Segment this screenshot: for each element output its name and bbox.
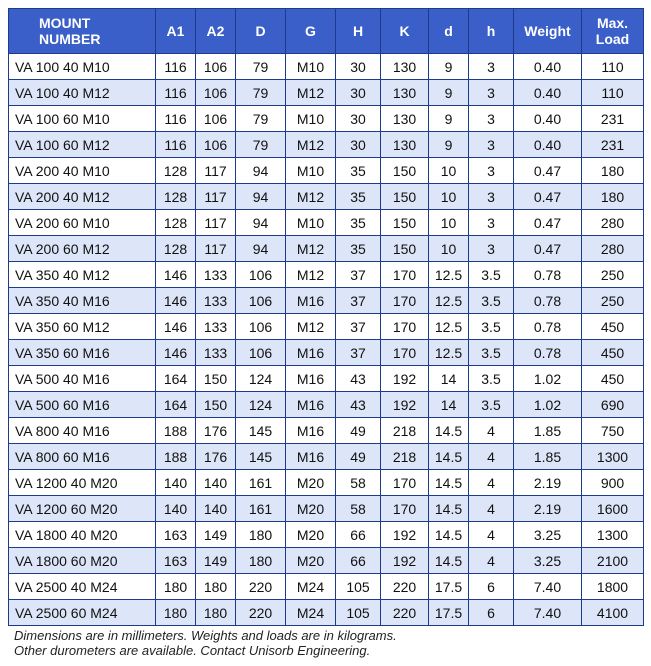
table-cell: 180 <box>156 600 196 626</box>
table-cell: M16 <box>286 392 336 418</box>
table-cell: 218 <box>381 444 429 470</box>
table-cell: 4 <box>469 470 514 496</box>
table-cell: 0.40 <box>514 106 582 132</box>
table-cell: 1.85 <box>514 444 582 470</box>
table-cell: M16 <box>286 340 336 366</box>
table-cell: 3.25 <box>514 548 582 574</box>
mount-number-cell: VA 100 40 M10 <box>9 54 156 80</box>
table-cell: 116 <box>156 106 196 132</box>
table-cell: 0.78 <box>514 288 582 314</box>
table-cell: M10 <box>286 54 336 80</box>
table-cell: 0.40 <box>514 132 582 158</box>
table-cell: M20 <box>286 496 336 522</box>
column-header-2: A2 <box>196 9 236 54</box>
table-cell: 3.5 <box>469 314 514 340</box>
table-cell: 0.78 <box>514 314 582 340</box>
table-cell: 14.5 <box>429 522 469 548</box>
table-cell: 3.5 <box>469 288 514 314</box>
table-row <box>9 106 644 132</box>
table-cell: M12 <box>286 132 336 158</box>
table-cell: 130 <box>381 106 429 132</box>
table-cell: 180 <box>236 522 286 548</box>
table-cell: 4 <box>469 548 514 574</box>
table-cell: 250 <box>582 262 644 288</box>
table-cell: 192 <box>381 392 429 418</box>
table-cell: 12.5 <box>429 314 469 340</box>
table-cell: M16 <box>286 366 336 392</box>
table-cell: 3.5 <box>469 366 514 392</box>
table-cell: 17.5 <box>429 574 469 600</box>
table-cell: 3 <box>469 132 514 158</box>
table-cell: 94 <box>236 184 286 210</box>
table-cell: 9 <box>429 106 469 132</box>
table-row <box>9 600 644 626</box>
table-row <box>9 444 644 470</box>
table-cell: 105 <box>336 600 381 626</box>
table-cell: M20 <box>286 548 336 574</box>
table-row <box>9 548 644 574</box>
table-cell: M20 <box>286 522 336 548</box>
table-cell: 161 <box>236 470 286 496</box>
mount-number-cell: VA 2500 40 M24 <box>9 574 156 600</box>
table-cell: M10 <box>286 158 336 184</box>
column-header-3: D <box>236 9 286 54</box>
table-cell: 2100 <box>582 548 644 574</box>
table-cell: 79 <box>236 106 286 132</box>
table-cell: 124 <box>236 366 286 392</box>
column-header-7: d <box>429 9 469 54</box>
column-header-8: h <box>469 9 514 54</box>
table-cell: 79 <box>236 132 286 158</box>
table-cell: 3.5 <box>469 392 514 418</box>
table-cell: 3 <box>469 80 514 106</box>
table-cell: 140 <box>156 496 196 522</box>
table-cell: 14.5 <box>429 470 469 496</box>
table-row <box>9 262 644 288</box>
table-cell: 163 <box>156 522 196 548</box>
table-cell: 450 <box>582 314 644 340</box>
table-cell: 106 <box>196 106 236 132</box>
table-cell: 140 <box>156 470 196 496</box>
table-cell: 4100 <box>582 600 644 626</box>
table-cell: 12.5 <box>429 340 469 366</box>
table-cell: 4 <box>469 444 514 470</box>
table-cell: 133 <box>196 262 236 288</box>
table-cell: 146 <box>156 340 196 366</box>
table-cell: 176 <box>196 418 236 444</box>
table-cell: 149 <box>196 522 236 548</box>
table-cell: 105 <box>336 574 381 600</box>
table-cell: 188 <box>156 418 196 444</box>
table-cell: 35 <box>336 210 381 236</box>
table-cell: 30 <box>336 106 381 132</box>
table-cell: 150 <box>196 366 236 392</box>
table-cell: 3 <box>469 158 514 184</box>
table-cell: 130 <box>381 132 429 158</box>
table-cell: M12 <box>286 314 336 340</box>
table-cell: 180 <box>196 574 236 600</box>
footnote <box>14 628 397 658</box>
table-cell: M10 <box>286 106 336 132</box>
table-cell: 0.47 <box>514 184 582 210</box>
table-cell: 145 <box>236 418 286 444</box>
table-cell: M10 <box>286 210 336 236</box>
column-header-6: K <box>381 9 429 54</box>
table-cell: 450 <box>582 366 644 392</box>
table-cell: 220 <box>236 574 286 600</box>
table-cell: 106 <box>236 340 286 366</box>
mount-number-cell: VA 100 60 M12 <box>9 132 156 158</box>
table-cell: 14.5 <box>429 444 469 470</box>
mount-number-cell: VA 350 60 M16 <box>9 340 156 366</box>
mount-number-cell: VA 200 40 M10 <box>9 158 156 184</box>
table-cell: 6 <box>469 600 514 626</box>
table-cell: 106 <box>236 262 286 288</box>
table-cell: 12.5 <box>429 262 469 288</box>
table-cell: 133 <box>196 288 236 314</box>
table-cell: 690 <box>582 392 644 418</box>
table-cell: 3.25 <box>514 522 582 548</box>
table-cell: 3 <box>469 210 514 236</box>
mount-number-cell: VA 500 40 M16 <box>9 366 156 392</box>
table-cell: 7.40 <box>514 600 582 626</box>
table-cell: 1300 <box>582 522 644 548</box>
table-cell: 0.78 <box>514 340 582 366</box>
table-cell: 146 <box>156 262 196 288</box>
column-header-4: G <box>286 9 336 54</box>
table-cell: M12 <box>286 236 336 262</box>
table-cell: M12 <box>286 80 336 106</box>
mount-number-cell: VA 1800 40 M20 <box>9 522 156 548</box>
table-cell: 163 <box>156 548 196 574</box>
table-cell: 192 <box>381 522 429 548</box>
table-cell: M24 <box>286 600 336 626</box>
table-cell: 7.40 <box>514 574 582 600</box>
table-cell: 2.19 <box>514 496 582 522</box>
table-cell: 106 <box>236 314 286 340</box>
table-row <box>9 132 644 158</box>
table-cell: 4 <box>469 418 514 444</box>
table-cell: M24 <box>286 574 336 600</box>
table-cell: 220 <box>381 574 429 600</box>
table-cell: 128 <box>156 184 196 210</box>
mount-number-cell: VA 350 40 M12 <box>9 262 156 288</box>
table-cell: 94 <box>236 236 286 262</box>
table-cell: 116 <box>156 54 196 80</box>
table-cell: 176 <box>196 444 236 470</box>
table-row <box>9 418 644 444</box>
table-cell: 192 <box>381 548 429 574</box>
footnote-line-2: Other durometers are available. Contact Unisorb Engineering. <box>14 643 371 658</box>
mount-number-cell: VA 500 60 M16 <box>9 392 156 418</box>
table-cell: 133 <box>196 340 236 366</box>
mount-number-cell: VA 800 60 M16 <box>9 444 156 470</box>
table-cell: 750 <box>582 418 644 444</box>
table-row <box>9 210 644 236</box>
table-cell: 94 <box>236 158 286 184</box>
table-cell: 150 <box>381 158 429 184</box>
table-cell: 170 <box>381 314 429 340</box>
table-cell: 106 <box>196 54 236 80</box>
table-cell: 128 <box>156 210 196 236</box>
table-cell: 180 <box>582 184 644 210</box>
table-cell: 10 <box>429 236 469 262</box>
table-body <box>9 54 644 626</box>
table-row <box>9 470 644 496</box>
table-cell: 220 <box>236 600 286 626</box>
footnote-line-1: Dimensions are in millimeters. Weights and loads are in kilograms. <box>14 628 397 643</box>
table-cell: 133 <box>196 314 236 340</box>
table-cell: 37 <box>336 340 381 366</box>
column-header-5: H <box>336 9 381 54</box>
table-cell: 4 <box>469 522 514 548</box>
table-cell: 149 <box>196 548 236 574</box>
table-cell: 117 <box>196 210 236 236</box>
table-cell: 37 <box>336 262 381 288</box>
table-cell: M12 <box>286 262 336 288</box>
table-cell: 66 <box>336 522 381 548</box>
table-row <box>9 340 644 366</box>
table-cell: 117 <box>196 236 236 262</box>
table-cell: 110 <box>582 54 644 80</box>
table-cell: 150 <box>196 392 236 418</box>
mount-number-cell: VA 200 40 M12 <box>9 184 156 210</box>
spec-table-container <box>8 8 643 626</box>
mount-number-cell: VA 1200 60 M20 <box>9 496 156 522</box>
table-cell: 9 <box>429 54 469 80</box>
table-row <box>9 236 644 262</box>
table-cell: 79 <box>236 80 286 106</box>
table-cell: 170 <box>381 496 429 522</box>
table-cell: 6 <box>469 574 514 600</box>
table-cell: 37 <box>336 314 381 340</box>
table-cell: 170 <box>381 262 429 288</box>
mount-spec-table <box>8 8 644 626</box>
table-cell: 280 <box>582 236 644 262</box>
mount-number-cell: VA 350 60 M12 <box>9 314 156 340</box>
table-row <box>9 496 644 522</box>
table-cell: 14 <box>429 392 469 418</box>
table-cell: 106 <box>236 288 286 314</box>
column-header-10: Max. Load <box>582 9 644 54</box>
table-row <box>9 184 644 210</box>
table-row <box>9 366 644 392</box>
table-cell: 30 <box>336 132 381 158</box>
table-cell: 150 <box>381 184 429 210</box>
table-cell: 106 <box>196 80 236 106</box>
table-row <box>9 54 644 80</box>
table-cell: 180 <box>196 600 236 626</box>
table-cell: 3 <box>469 106 514 132</box>
table-cell: 17.5 <box>429 600 469 626</box>
table-cell: 3.5 <box>469 340 514 366</box>
table-cell: 170 <box>381 470 429 496</box>
table-cell: 140 <box>196 496 236 522</box>
table-cell: M16 <box>286 418 336 444</box>
table-cell: 280 <box>582 210 644 236</box>
table-cell: 1.02 <box>514 392 582 418</box>
table-cell: 128 <box>156 158 196 184</box>
table-cell: 0.47 <box>514 158 582 184</box>
table-cell: 10 <box>429 210 469 236</box>
table-cell: 1.85 <box>514 418 582 444</box>
table-cell: 12.5 <box>429 288 469 314</box>
table-cell: 0.40 <box>514 54 582 80</box>
table-cell: 192 <box>381 366 429 392</box>
table-cell: 66 <box>336 548 381 574</box>
table-cell: 1800 <box>582 574 644 600</box>
table-header-row <box>9 9 644 54</box>
table-cell: M12 <box>286 184 336 210</box>
table-cell: 30 <box>336 54 381 80</box>
table-cell: 150 <box>381 210 429 236</box>
table-cell: 900 <box>582 470 644 496</box>
table-cell: 124 <box>236 392 286 418</box>
mount-number-cell: VA 2500 60 M24 <box>9 600 156 626</box>
table-cell: M20 <box>286 470 336 496</box>
table-cell: 145 <box>236 444 286 470</box>
table-cell: 3.5 <box>469 262 514 288</box>
table-cell: 94 <box>236 210 286 236</box>
table-cell: 250 <box>582 288 644 314</box>
table-cell: 128 <box>156 236 196 262</box>
table-cell: 231 <box>582 132 644 158</box>
mount-number-cell: VA 200 60 M10 <box>9 210 156 236</box>
table-cell: 35 <box>336 158 381 184</box>
table-cell: 14.5 <box>429 496 469 522</box>
table-cell: 0.47 <box>514 210 582 236</box>
table-cell: 35 <box>336 236 381 262</box>
table-cell: 0.40 <box>514 80 582 106</box>
table-cell: 9 <box>429 80 469 106</box>
mount-number-cell: VA 800 40 M16 <box>9 418 156 444</box>
table-cell: 150 <box>381 236 429 262</box>
table-cell: 49 <box>336 444 381 470</box>
table-row <box>9 288 644 314</box>
table-cell: 161 <box>236 496 286 522</box>
table-row <box>9 314 644 340</box>
table-cell: 3 <box>469 236 514 262</box>
table-cell: 117 <box>196 184 236 210</box>
table-cell: 49 <box>336 418 381 444</box>
mount-number-cell: VA 1200 40 M20 <box>9 470 156 496</box>
table-cell: 30 <box>336 80 381 106</box>
table-cell: 0.47 <box>514 236 582 262</box>
table-cell: 35 <box>336 184 381 210</box>
table-cell: 4 <box>469 496 514 522</box>
table-cell: 2.19 <box>514 470 582 496</box>
table-row <box>9 392 644 418</box>
table-cell: 130 <box>381 80 429 106</box>
table-cell: 146 <box>156 314 196 340</box>
table-cell: 146 <box>156 288 196 314</box>
table-cell: 3 <box>469 184 514 210</box>
table-cell: 43 <box>336 366 381 392</box>
table-cell: 117 <box>196 158 236 184</box>
table-cell: 10 <box>429 184 469 210</box>
table-cell: M16 <box>286 288 336 314</box>
mount-number-cell: VA 100 60 M10 <box>9 106 156 132</box>
table-cell: 116 <box>156 80 196 106</box>
table-cell: 58 <box>336 470 381 496</box>
table-cell: 1300 <box>582 444 644 470</box>
table-cell: 10 <box>429 158 469 184</box>
table-cell: 43 <box>336 392 381 418</box>
table-cell: 140 <box>196 470 236 496</box>
table-cell: 180 <box>156 574 196 600</box>
table-row <box>9 158 644 184</box>
table-cell: 450 <box>582 340 644 366</box>
table-cell: 58 <box>336 496 381 522</box>
table-cell: 14 <box>429 366 469 392</box>
column-header-1: A1 <box>156 9 196 54</box>
table-cell: 164 <box>156 366 196 392</box>
table-cell: 106 <box>196 132 236 158</box>
table-cell: 218 <box>381 418 429 444</box>
mount-number-cell: VA 100 40 M12 <box>9 80 156 106</box>
table-cell: 188 <box>156 444 196 470</box>
table-cell: M16 <box>286 444 336 470</box>
mount-number-cell: VA 1800 60 M20 <box>9 548 156 574</box>
table-cell: 14.5 <box>429 418 469 444</box>
table-cell: 110 <box>582 80 644 106</box>
table-cell: 3 <box>469 54 514 80</box>
table-row <box>9 80 644 106</box>
column-header-0: MOUNT NUMBER <box>9 9 156 54</box>
table-cell: 79 <box>236 54 286 80</box>
table-cell: 170 <box>381 340 429 366</box>
table-row <box>9 522 644 548</box>
table-cell: 180 <box>582 158 644 184</box>
table-cell: 1.02 <box>514 366 582 392</box>
table-cell: 1600 <box>582 496 644 522</box>
table-cell: 164 <box>156 392 196 418</box>
table-cell: 14.5 <box>429 548 469 574</box>
table-cell: 130 <box>381 54 429 80</box>
mount-number-cell: VA 200 60 M12 <box>9 236 156 262</box>
table-cell: 37 <box>336 288 381 314</box>
table-cell: 220 <box>381 600 429 626</box>
table-cell: 0.78 <box>514 262 582 288</box>
table-row <box>9 574 644 600</box>
table-cell: 231 <box>582 106 644 132</box>
table-cell: 170 <box>381 288 429 314</box>
table-cell: 180 <box>236 548 286 574</box>
mount-number-cell: VA 350 40 M16 <box>9 288 156 314</box>
table-cell: 9 <box>429 132 469 158</box>
column-header-9: Weight <box>514 9 582 54</box>
table-cell: 116 <box>156 132 196 158</box>
